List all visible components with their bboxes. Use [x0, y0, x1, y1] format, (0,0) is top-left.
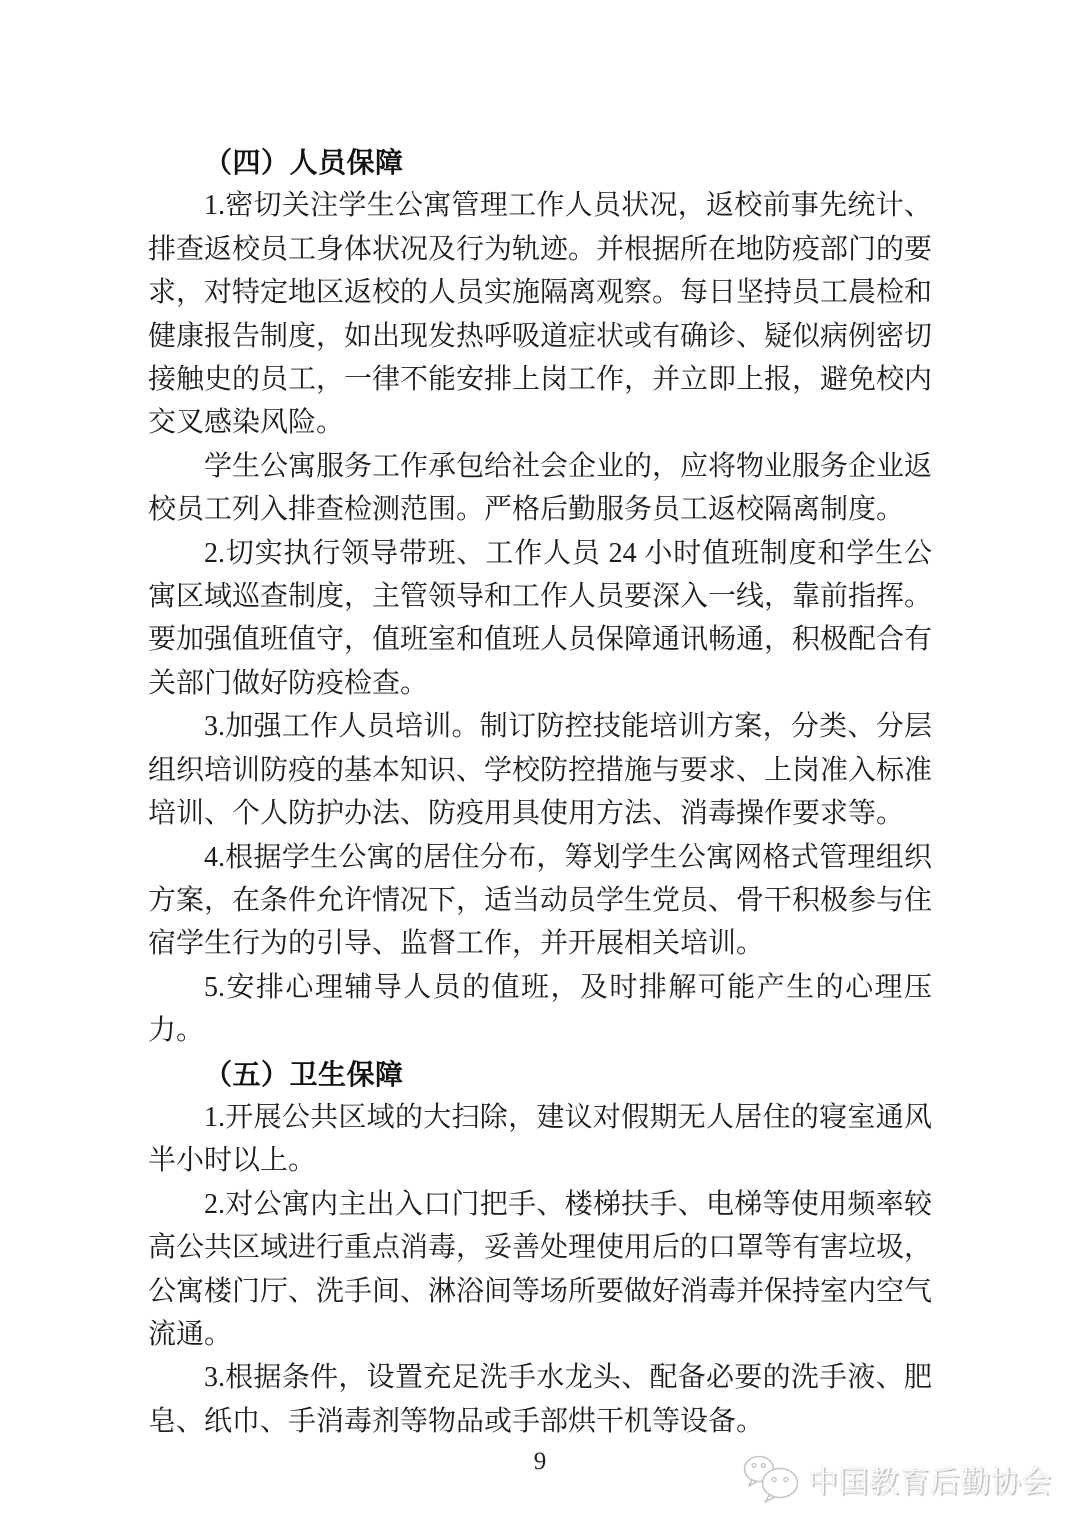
paragraph: 1.开展公共区域的大扫除，建议对假期无人居住的寝室通风半小时以上。 [148, 1101, 932, 1177]
paragraph: 2.对公寓内主出入口门把手、楼梯扶手、电梯等使用频率较高公共区域进行重点消毒，妥善处理使用后的口罩等有害垃圾，公寓楼门厅、洗手间、淋浴间等场所要做好消毒并保持室内空气流通。 [148, 1188, 933, 1350]
wechat-icon [742, 1454, 800, 1504]
watermark-brand-text: 中国教育后勤协会 [808, 1466, 1052, 1499]
paragraph: 3.根据条件，设置充足洗手水龙头、配备必要的洗手液、肥皂、纸巾、手消毒剂等物品或手部烘干机等设备。 [148, 1362, 932, 1437]
paragraph: 1.密切关注学生公寓管理工作人员状况，返校前事先统计、排查返校员工身体状况及行为轨迹。并根据所在地防疫部门的要求，对特定地区返校的人员实施隔离观察。每日坚持员工晨检和健康报告制度，如出现发热呼吸道症状或有确诊、疑似病例密切接触史的员工，一律不能安排上岗工作，并立即上报，避免校内交叉感染风险。 [148, 190, 933, 439]
section-heading-hygiene: （五）卫生保障 [204, 1058, 404, 1090]
paragraph: 学生公寓服务工作承包给社会企业的，应将物业服务企业返校员工列入排查检测范围。严格后勤服务员工返校隔离制度。 [148, 450, 933, 526]
paragraph: 4.根据学生公寓的居住分布，筹划学生公寓网格式管理组织方案，在条件允许情况下，适当动员学生党员、骨干积极参与住宿学生行为的引导、监督工作，并开展相关培训。 [148, 841, 933, 960]
document-content [148, 141, 932, 1478]
paragraph: 3.加强工作人员培训。制订防控技能培训方案，分类、分层组织培训防疫的基本知识、学校防控措施与要求、上岗准入标准培训、个人防护办法、防疫用具使用方法、消毒操作要求等。 [148, 711, 933, 830]
page-number: 9 [533, 1448, 547, 1476]
paragraph: 5.安排心理辅导人员的值班，及时排解可能产生的心理压力。 [148, 971, 932, 1047]
section-heading-personnel: （四）人员保障 [204, 147, 404, 178]
footer-watermark [742, 1454, 1052, 1504]
paragraph: 2.切实执行领导带班、工作人员 24 小时值班制度和学生公寓区域巡查制度，主管领导和工作人员要深入一线，靠前指挥。要加强值班值守，值班室和值班人员保障通讯畅通，积极配合有关部门做好防疫检查。 [148, 537, 933, 699]
